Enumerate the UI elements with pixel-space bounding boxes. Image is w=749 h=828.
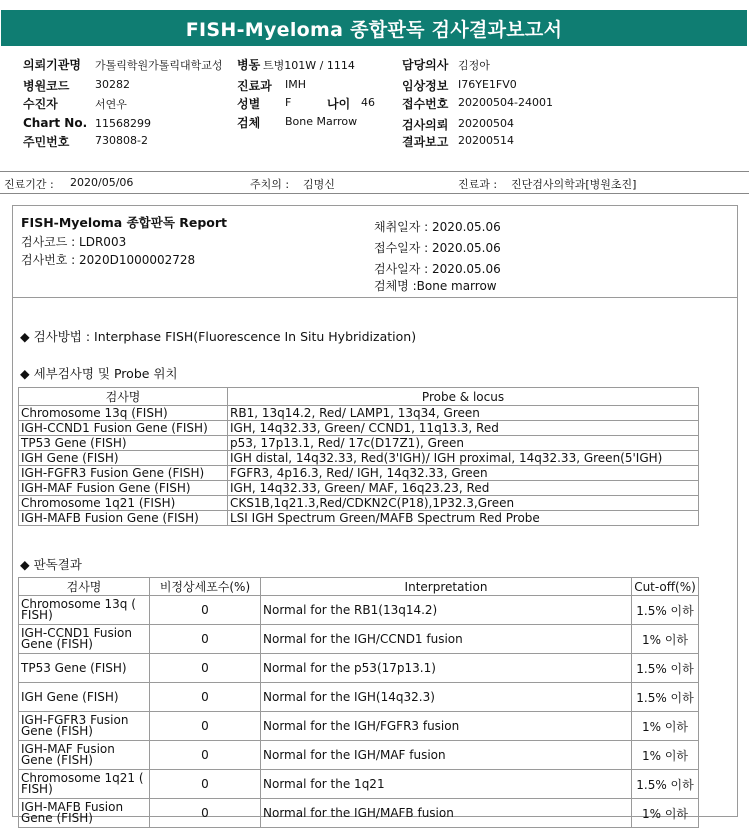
test-date: 검사일자 : 2020.05.06 [374, 262, 501, 276]
doctor-value: 김정아 [458, 59, 490, 72]
result-header-abnormal: 비정상세포수(%) [150, 578, 261, 596]
table-row [19, 683, 699, 712]
cutoff: 1% 이하 [632, 799, 699, 828]
divider [0, 171, 749, 172]
probe-header-locus: Probe & locus [228, 388, 699, 406]
probe-locus: IGH distal, 14q32.33, Red(3'IGH)/ IGH proximal, 14q32.33, Green(5'IGH) [228, 451, 699, 466]
probe-locus: RB1, 13q14.2, Red/ LAMP1, 13q34, Green [228, 406, 699, 421]
dept-value: IMH [285, 78, 307, 91]
resident-label: 주민번호 [23, 135, 70, 149]
abnormal-percent: 0 [150, 625, 261, 654]
strip-dept-value: 진단검사의학과[병원초진] [511, 178, 637, 191]
probe-test-name: Chromosome 1q21 (FISH) [19, 496, 228, 511]
probe-locus: FGFR3, 4p16.3, Red/ IGH, 14q32.33, Green [228, 466, 699, 481]
table-row [19, 406, 699, 421]
probe-locus: LSI IGH Spectrum Green/MAFB Spectrum Red Probe [228, 511, 699, 526]
probe-table [18, 387, 699, 526]
result-table [18, 577, 699, 828]
divider [0, 193, 749, 194]
table-row [19, 451, 699, 466]
table-row [19, 625, 699, 654]
ward-label: 병동 [237, 58, 261, 72]
abnormal-percent: 0 [150, 654, 261, 683]
result-heading: ◆ 판독결과 [20, 557, 82, 572]
requester-value: 가톨릭학원가톨릭대학교성 [95, 59, 223, 72]
interpretation: Normal for the IGH/MAFB fusion [261, 799, 632, 828]
clinical-label: 임상정보 [402, 79, 449, 93]
report-panel [12, 205, 738, 825]
interpretation: Normal for the p53(17p13.1) [261, 654, 632, 683]
detail-heading: ◆ 세부검사명 및 Probe 위치 [20, 366, 178, 381]
table-row [19, 466, 699, 481]
probe-test-name: Chromosome 13q (FISH) [19, 406, 228, 421]
report-heading: FISH-Myeloma 종합판독 Report [21, 215, 228, 230]
result-test-name: Chromosome 1q21 ( FISH) [19, 770, 150, 799]
specimen-label: 검체 [237, 116, 261, 130]
ward-value: 트병101W / 1114 [263, 59, 355, 72]
probe-locus: IGH, 14q32.33, Green/ MAF, 16q23.23, Red [228, 481, 699, 496]
period-label: 진료기간 : [4, 178, 54, 191]
result-test-name: IGH-MAFB Fusion Gene (FISH) [19, 799, 150, 828]
strip-dept-label: 진료과 : [458, 178, 498, 191]
physician-label: 주치의 : [250, 178, 290, 191]
test-code: 검사코드 : LDR003 [21, 235, 127, 249]
probe-test-name: IGH-MAFB Fusion Gene (FISH) [19, 511, 228, 526]
result-test-name: IGH-MAF Fusion Gene (FISH) [19, 741, 150, 770]
resident-value: 730808-2 [95, 134, 148, 147]
probe-test-name: IGH Gene (FISH) [19, 451, 228, 466]
recipient-label: 수진자 [23, 97, 58, 111]
cutoff: 1.5% 이하 [632, 596, 699, 625]
result-test-name: IGH-CCND1 Fusion Gene (FISH) [19, 625, 150, 654]
specimen-value: Bone Marrow [285, 115, 358, 128]
method-text: ◆ 검사방법 : Interphase FISH(Fluorescence In Situ Hybridization) [20, 329, 417, 344]
cutoff: 1.5% 이하 [632, 683, 699, 712]
probe-locus: p53, 17p13.1, Red/ 17c(D17Z1), Green [228, 436, 699, 451]
abnormal-percent: 0 [150, 683, 261, 712]
request-label: 검사의뢰 [402, 118, 449, 132]
result-header-cutoff: Cut-off(%) [632, 578, 699, 596]
probe-locus: CKS1B,1q21.3,Red/CDKN2C(P18),1P32.3,Green [228, 496, 699, 511]
table-row [19, 481, 699, 496]
interpretation: Normal for the IGH/MAF fusion [261, 741, 632, 770]
sex-value: F [285, 96, 292, 109]
table-row [19, 654, 699, 683]
result-header-interpretation: Interpretation [261, 578, 632, 596]
interpretation: Normal for the IGH/CCND1 fusion [261, 625, 632, 654]
result-header-name: 검사명 [19, 578, 150, 596]
chart-value: 11568299 [95, 117, 151, 130]
abnormal-percent: 0 [150, 799, 261, 828]
receive-date: 접수일자 : 2020.05.06 [374, 241, 501, 255]
chart-label: Chart No. [23, 116, 88, 130]
table-row [19, 596, 699, 625]
table-row [19, 741, 699, 770]
abnormal-percent: 0 [150, 712, 261, 741]
abnormal-percent: 0 [150, 770, 261, 799]
receipt-no-value: 20200504-24001 [458, 96, 553, 109]
cutoff: 1% 이하 [632, 712, 699, 741]
interpretation: Normal for the 1q21 [261, 770, 632, 799]
table-row [19, 436, 699, 451]
age-value: 46 [361, 96, 375, 109]
result-test-name: IGH-FGFR3 Fusion Gene (FISH) [19, 712, 150, 741]
hospital-code-value: 30282 [95, 78, 130, 91]
table-row [19, 799, 699, 828]
cutoff: 1% 이하 [632, 625, 699, 654]
probe-test-name: IGH-CCND1 Fusion Gene (FISH) [19, 421, 228, 436]
cutoff: 1.5% 이하 [632, 770, 699, 799]
probe-test-name: TP53 Gene (FISH) [19, 436, 228, 451]
test-number: 검사번호 : 2020D1000002728 [21, 253, 196, 267]
abnormal-percent: 0 [150, 741, 261, 770]
probe-test-name: IGH-MAF Fusion Gene (FISH) [19, 481, 228, 496]
result-test-name: IGH Gene (FISH) [19, 683, 150, 712]
age-label: 나이 [327, 97, 351, 111]
abnormal-percent: 0 [150, 596, 261, 625]
doctor-label: 담당의사 [402, 58, 449, 72]
report-divider [13, 297, 737, 298]
request-value: 20200504 [458, 117, 514, 130]
cutoff: 1% 이하 [632, 741, 699, 770]
interpretation: Normal for the IGH/FGFR3 fusion [261, 712, 632, 741]
cutoff: 1.5% 이하 [632, 654, 699, 683]
hospital-code-label: 병원코드 [23, 79, 70, 93]
specimen-name: 검체명 :Bone marrow [374, 279, 497, 293]
interpretation: Normal for the RB1(13q14.2) [261, 596, 632, 625]
period-value: 2020/05/06 [70, 176, 134, 189]
report-date-label: 결과보고 [402, 135, 449, 149]
clinical-value: I76YE1FV0 [458, 78, 517, 91]
table-row [19, 770, 699, 799]
probe-header-name: 검사명 [19, 388, 228, 406]
probe-test-name: IGH-FGFR3 Fusion Gene (FISH) [19, 466, 228, 481]
recipient-value: 서연우 [95, 98, 127, 111]
table-row [19, 511, 699, 526]
table-row [19, 421, 699, 436]
probe-locus: IGH, 14q32.33, Green/ CCND1, 11q13.3, Red [228, 421, 699, 436]
table-row [19, 712, 699, 741]
sex-label: 성별 [237, 97, 261, 111]
physician-value: 김명신 [303, 178, 335, 191]
collect-date: 채취일자 : 2020.05.06 [374, 220, 501, 234]
result-test-name: TP53 Gene (FISH) [19, 654, 150, 683]
receipt-no-label: 접수번호 [402, 97, 449, 111]
report-title: FISH-Myeloma 종합판독 검사결과보고서 [1, 10, 747, 46]
report-date-value: 20200514 [458, 134, 514, 147]
interpretation: Normal for the IGH(14q32.3) [261, 683, 632, 712]
table-row [19, 496, 699, 511]
requester-label: 의뢰기관명 [23, 58, 81, 72]
dept-label: 진료과 [237, 79, 272, 93]
result-test-name: Chromosome 13q ( FISH) [19, 596, 150, 625]
